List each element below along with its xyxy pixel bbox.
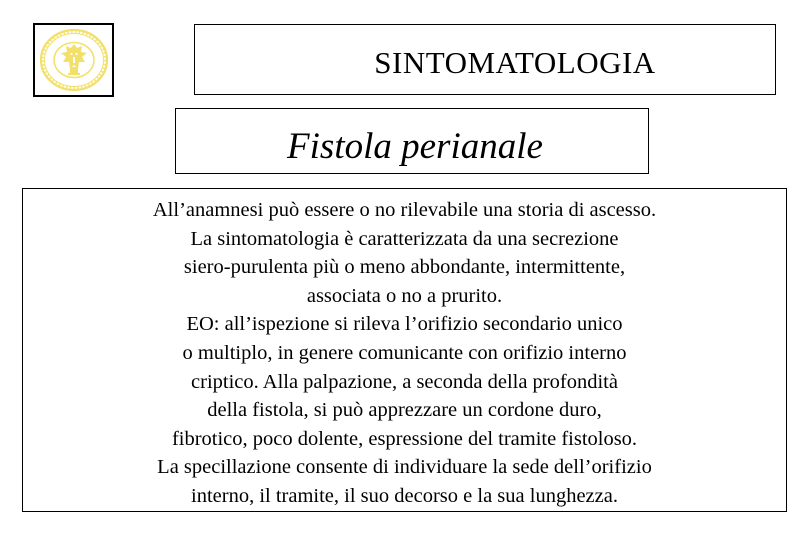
content-line: siero-purulenta più o meno abbondante, intermittente, bbox=[183, 256, 626, 279]
content-line: fibrotico, poco dolente, espressione del tramite fistoloso. bbox=[171, 427, 638, 450]
logo-frame bbox=[33, 23, 114, 97]
slide-title: SINTOMATOLOGIA bbox=[374, 45, 656, 80]
content-box bbox=[22, 188, 787, 512]
content-line: La sintomatologia è caratterizzata da una secrezione bbox=[190, 227, 619, 250]
content-line: o multiplo, in genere comunicante con orifizio interno bbox=[182, 341, 627, 364]
subtitle-box bbox=[175, 108, 649, 174]
content-line: All’anamnesi può essere o no rilevabile una storia di ascesso. bbox=[152, 199, 657, 221]
title-box bbox=[194, 24, 776, 95]
content-line: EO: all’ispezione si rileva l’orifizio secondario unico bbox=[186, 313, 623, 336]
content-line: della fistola, si può apprezzare un cordone duro, bbox=[207, 399, 602, 422]
content-line: La specillazione consente di individuare la sede dell’orifizio bbox=[157, 456, 652, 479]
content-line: criptico. Alla palpazione, a seconda della profondità bbox=[191, 370, 618, 393]
content-text bbox=[23, 196, 786, 511]
content-line: interno, il tramite, il suo decorso e la sua lunghezza. bbox=[191, 484, 618, 507]
content-line: associata o no a prurito. bbox=[306, 284, 503, 307]
slide-subtitle: Fistola perianale bbox=[287, 125, 543, 167]
university-seal-icon bbox=[38, 27, 110, 93]
